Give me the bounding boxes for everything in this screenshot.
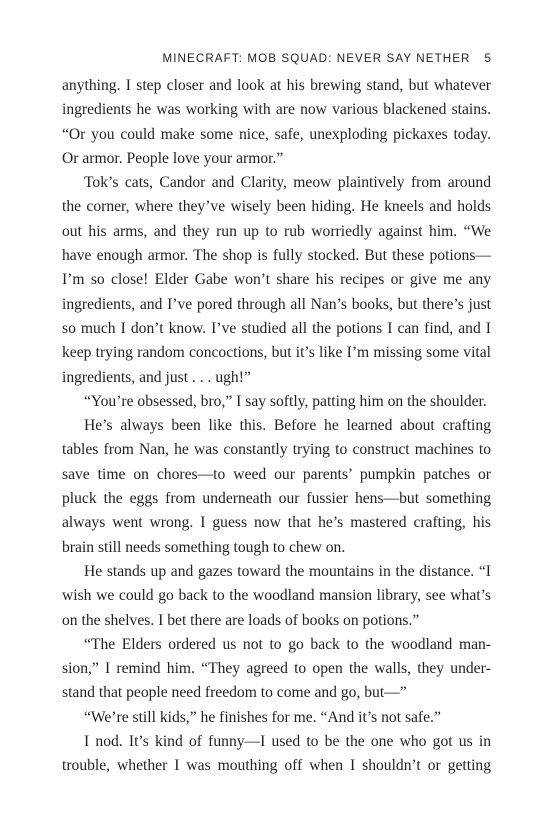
page-number: 5 <box>484 52 491 65</box>
paragraph: Tok’s cats, Candor and Clarity, meow plaintively from around the corner, where they’ve wisely been hiding. He kneels and holds out his arms, and they run up to rub worriedly against him. “We have enough armor. The shop is fully stocked. But these potions—I’m so close! Elder Gabe won’t share his recipes or give me any ingredients, and I’ve pored through all Nan’s books, but there’s just so much I don’t know. I’ve studied all the potions I can find, and I keep trying random concoctions, but it’s like I’m missing some vital ingredients, and just . . . ugh!” <box>62 174 491 386</box>
paragraph: “You’re obsessed, bro,” I say softly, patting him on the shoulder. <box>84 392 487 410</box>
body-text <box>62 74 491 779</box>
paragraph: anything. I step closer and look at his brewing stand, but whatever ingredients he was working with are now various blackened stains. “Or you could make some nice, safe, unexploding pickaxes today. Or armor. People love your armor.” <box>62 77 491 167</box>
paragraph: “The Elders ordered us not to go back to the woodland mansion,” I remind him. “They agreed to open the walls, they understand that people need freedom to come and go, but—” <box>62 635 491 702</box>
paragraph: I nod. It’s kind of funny—I used to be the one who got us in trouble, whether I was mouthing off when I shouldn’t or getting <box>62 733 491 775</box>
book-page <box>62 40 491 779</box>
paragraph: He stands up and gazes toward the mountains in the distance. “I wish we could go back to the woodland mansion library, see what’s on the shelves. I bet there are loads of books on potions.” <box>62 562 491 629</box>
running-head-title: MINECRAFT: MOB SQUAD: NEVER SAY NETHER <box>162 52 471 65</box>
running-head <box>62 40 491 70</box>
paragraph: He’s always been like this. Before he learned about crafting tables from Nan, he was constantly trying to construct machines to save time on chores—to weed our parents’ pumpkin patches or pluck the eggs from underneath our fussier hens—but something always went wrong. I guess now that he’s mastered crafting, his brain still needs something tough to chew on. <box>62 417 491 556</box>
paragraph: “We’re still kids,” he finishes for me. “And it’s not safe.” <box>84 708 441 726</box>
